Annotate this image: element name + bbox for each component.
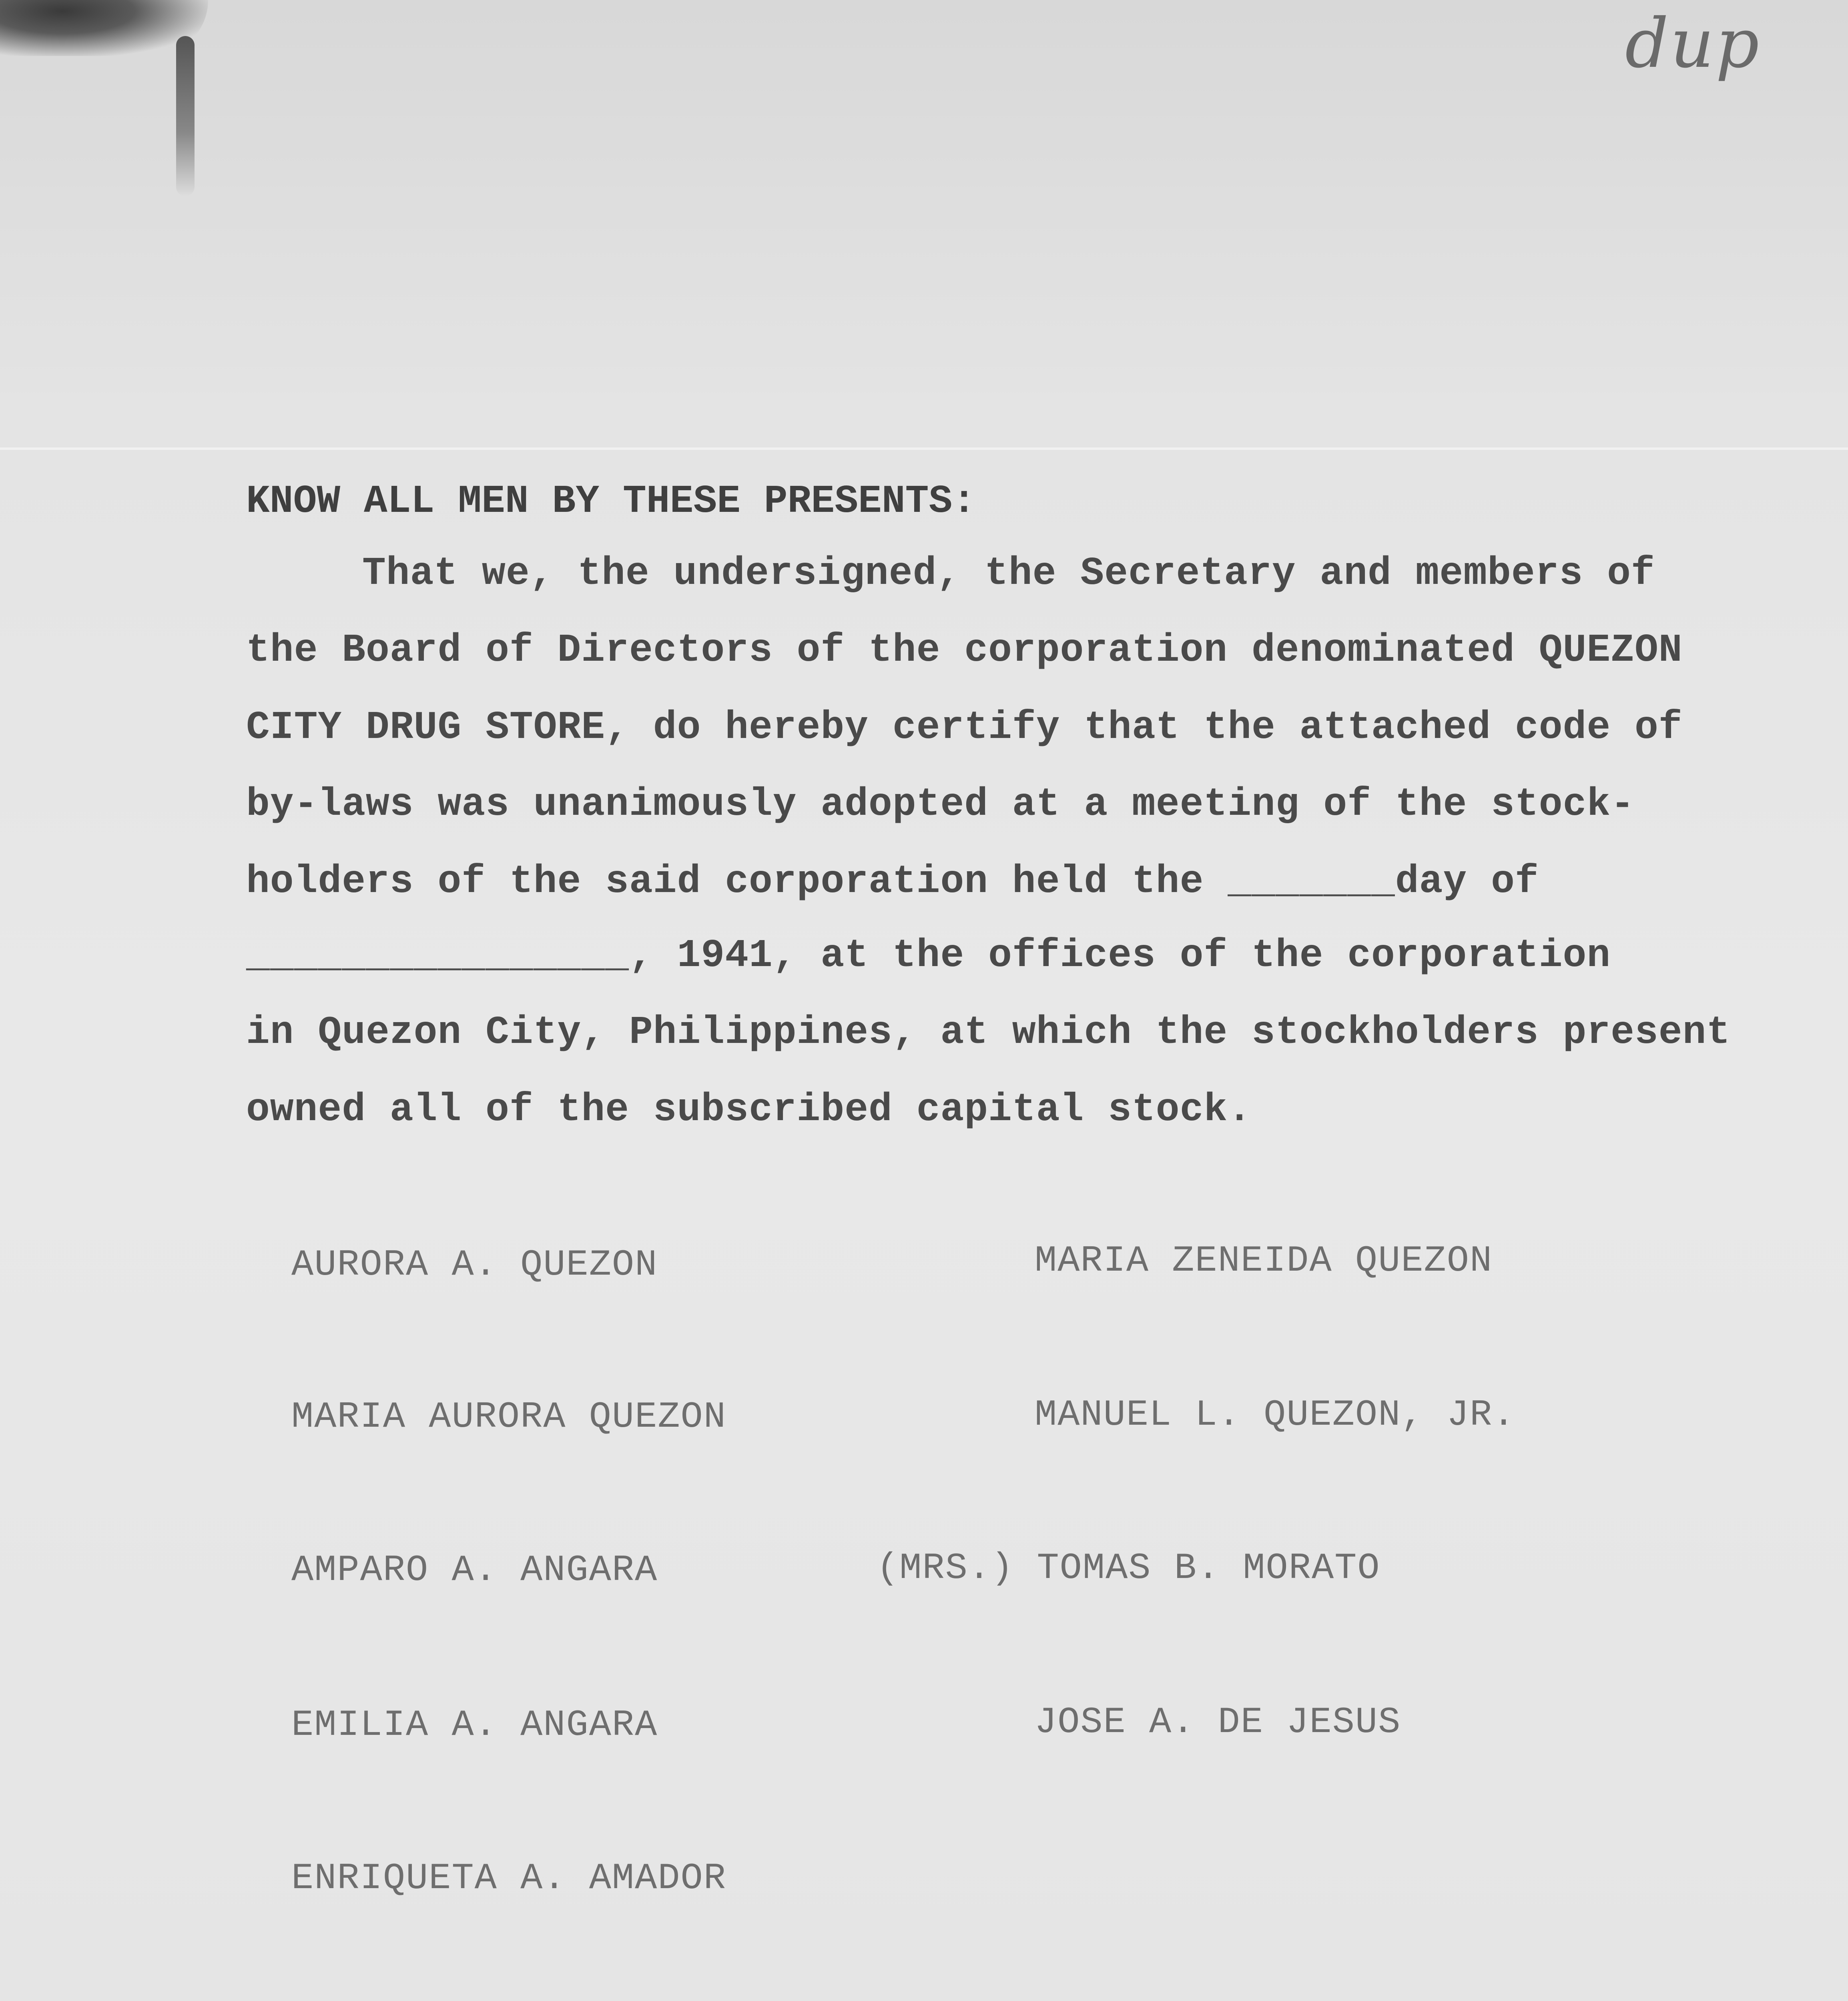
signatory-name: (MRS.) TOMAS B. MORATO xyxy=(877,1547,1380,1589)
body-line: CITY DRUG STORE, do hereby certify that the attached code of xyxy=(246,706,1683,750)
signatory-name: JOSE A. DE JESUS xyxy=(1035,1701,1401,1743)
ink-drip xyxy=(176,36,195,196)
signatory-name: MANUEL L. QUEZON, JR. xyxy=(1035,1394,1516,1436)
signatory-name: MARIA AURORA QUEZON xyxy=(291,1396,726,1438)
document-heading: KNOW ALL MEN BY THESE PRESENTS: xyxy=(246,479,976,524)
body-line: in Quezon City, Philippines, at which the stockholders present xyxy=(246,1011,1731,1055)
signatory-name: EMILIA A. ANGARA xyxy=(291,1704,658,1746)
body-line: the Board of Directors of the corporation denominated QUEZON xyxy=(246,628,1683,673)
body-line: by-laws was unanimously adopted at a meeting of the stock- xyxy=(246,782,1635,827)
body-line: ________________, 1941, at the offices of the corporation xyxy=(246,934,1611,978)
signatory-name: AMPARO A. ANGARA xyxy=(291,1549,658,1591)
body-line: holders of the said corporation held the _______day of xyxy=(246,860,1539,904)
fold-crease xyxy=(0,447,1848,450)
signatory-name: MARIA ZENEIDA QUEZON xyxy=(1035,1240,1493,1282)
body-line: owned all of the subscribed capital stock. xyxy=(246,1088,1252,1132)
signatory-name: ENRIQUETA A. AMADOR xyxy=(291,1857,726,1899)
handwritten-annotation: dup xyxy=(1625,4,1761,83)
signatory-name: AURORA A. QUEZON xyxy=(291,1244,658,1286)
body-line: That we, the undersigned, the Secretary and members of xyxy=(362,551,1655,596)
